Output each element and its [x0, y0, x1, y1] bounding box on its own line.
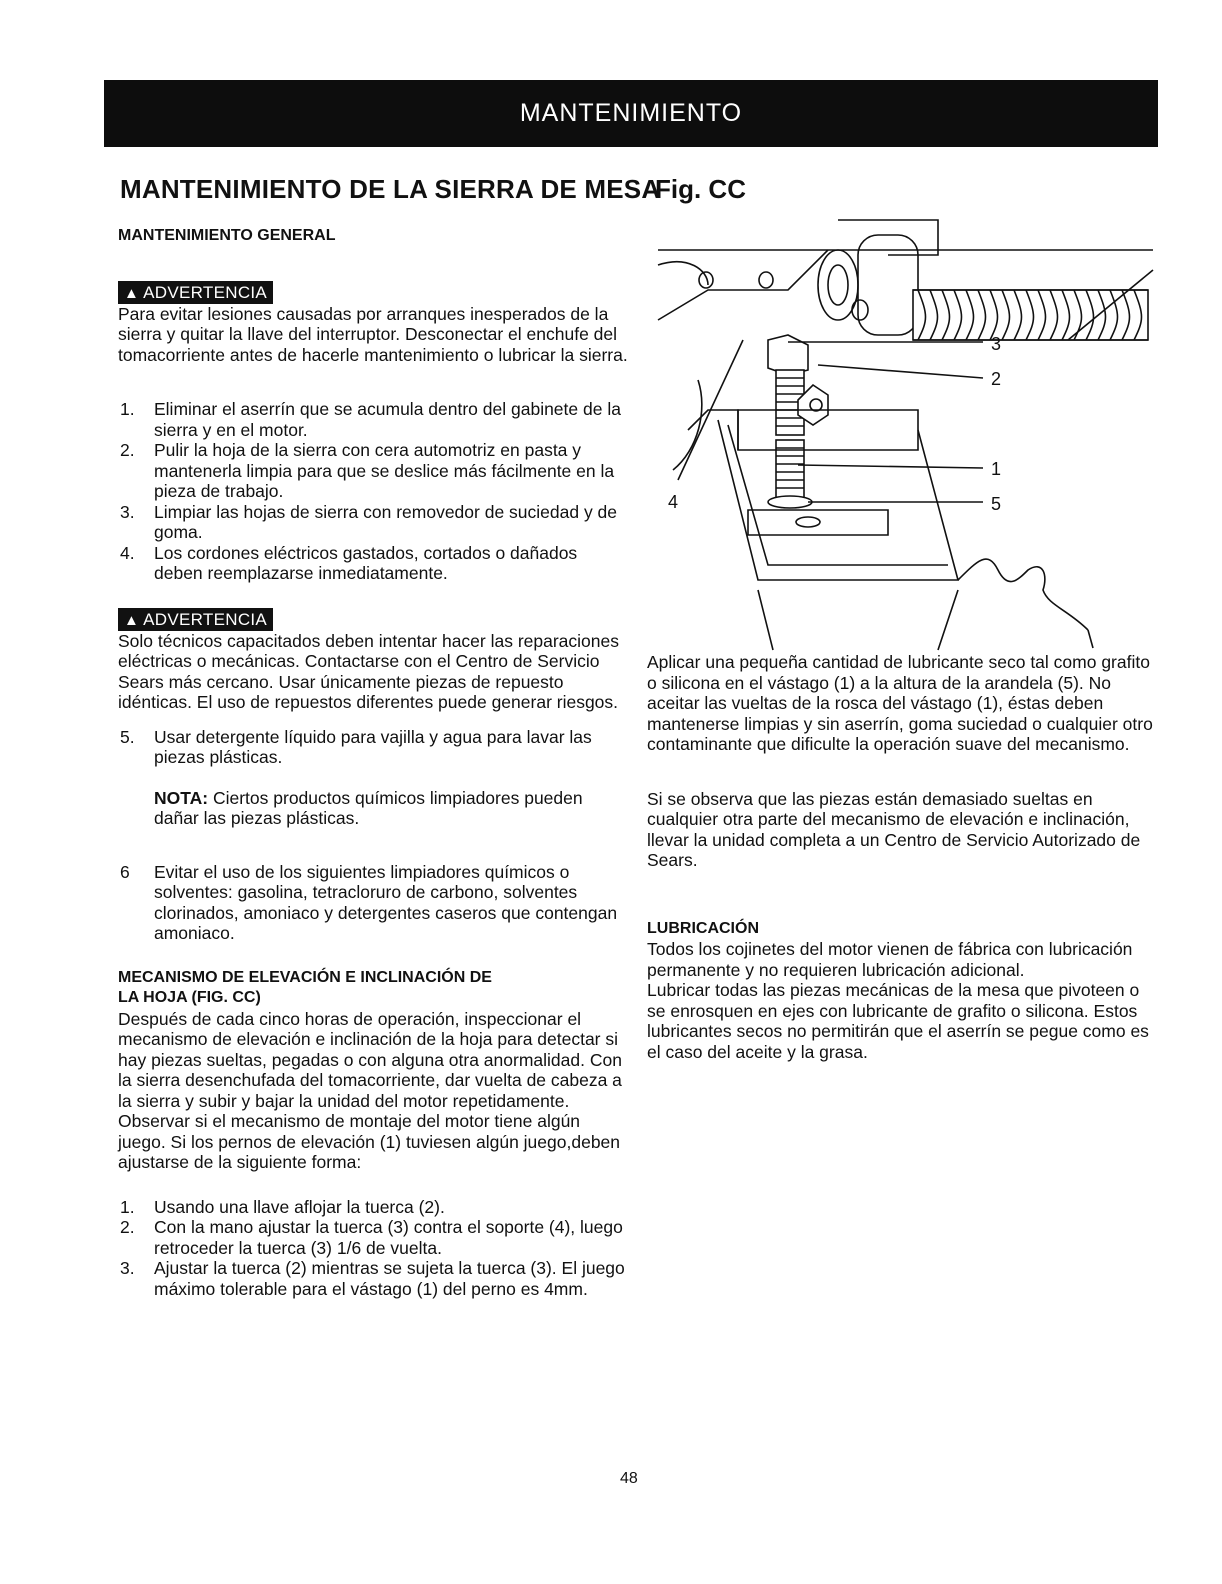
callout-2: 2	[991, 369, 1002, 389]
list-item: 3. Limpiar las hojas de sierra con removedor de suciedad y de goma.	[120, 501, 618, 542]
note: NOTA: Ciertos productos químicos limpiadores pueden dañar las piezas plásticas.	[154, 787, 583, 828]
callout-1: 1	[991, 459, 1002, 479]
list-item: 1. Eliminar el aserrín que se acumula dentro del gabinete de la sierra y en el motor.	[120, 399, 621, 440]
general-heading: MANTENIMIENTO GENERAL	[118, 227, 336, 244]
mechanism-heading: MECANISMO DE ELEVACIÓN E INCLINACIÓN DE LA HOJA (FIG. CC)	[118, 968, 492, 1006]
list-item: 6 Evitar el uso de los siguientes limpiadores químicos o solventes: gasolina, tetracloruro de carbono, solventes clorinados, amoniaco y detergentes caseros que contengan amoniaco.	[120, 861, 618, 943]
cleaning-list	[118, 399, 628, 584]
callout-3: 3	[991, 334, 1002, 354]
section-banner: MANTENIMIENTO	[104, 80, 1158, 147]
page-title: MANTENIMIENTO DE LA SIERRA DE MESA	[120, 174, 661, 204]
leader-2	[818, 365, 983, 378]
set-screw	[852, 300, 868, 320]
worm-gear	[913, 290, 1148, 340]
fig-cc-illustration	[648, 210, 1156, 660]
hole	[759, 272, 773, 288]
lubrication-text: Lubricar todas las piezas mecánicas de la mesa que pivoteen o se enrosquen en ejes con lubricante de grafito o silicona. Estos lubricantes secos no permitirán que el aserrín se pegue como es el caso del aceite y la grasa.	[647, 980, 1149, 1062]
list-item: 1. Usando una llave aflojar la tuerca (2).	[120, 1196, 445, 1217]
table-edge	[658, 262, 708, 285]
warning-text: Solo técnicos capacitados deben intentar hacer las reparaciones eléctricas o mecánicas. Contactarse con el Centro de Servicio Sears más cercano. Usar únicamente piezas de repuesto idénticas. El uso de repuestos diferentes puede generar riesgos.	[118, 630, 620, 712]
list-item: 3. Ajustar la tuerca (2) mientras se sujeta la tuerca (3). El juego máximo tolerable para el vástago (1) del perno es 4mm.	[120, 1258, 625, 1299]
mechanism-text: Después de cada cinco horas de operación, inspeccionar el mecanismo de elevación e inclinación de la hoja para detectar si hay piezas sueltas, pegadas o con alguna otra anormalidad. Con la sierra desenchufada del tomacorriente, dar vuelta de cabeza a la sierra y subir y bajar la unidad del motor repetidamente. Observar si el mecanismo de montaje del motor tiene algún juego. Si los pernos de elevación (1) tuviesen algún juego,deben ajustarse de la siguiente forma:	[118, 1008, 622, 1172]
list-item: 5. Usar detergente líquido para vajilla y agua para lavar las piezas plásticas.	[120, 726, 592, 767]
lubrication-heading: LUBRICACIÓN	[647, 919, 759, 937]
note-label: NOTA:	[154, 787, 209, 808]
callout-4: 4	[668, 492, 679, 512]
warning-label: ADVERTENCIA	[143, 282, 268, 302]
warning-label: ADVERTENCIA	[143, 609, 268, 629]
adjustment-steps	[118, 1197, 628, 1300]
loose-parts-text: Si se observa que las piezas están demasiado sueltas en cualquier otra parte del mecanismo de elevación e inclinación, llevar la unidad completa a un Centro de Servicio Autorizado de Sears.	[647, 788, 1141, 870]
callout-5: 5	[991, 494, 1002, 514]
elevation-bolt	[768, 335, 812, 508]
figure-label: Fig. CC	[655, 174, 746, 204]
warning-triangle-icon: ▲	[124, 284, 140, 302]
motor-mount	[718, 420, 958, 580]
saw-blade	[1088, 630, 1093, 648]
washer	[796, 517, 820, 527]
list-item: 2. Con la mano ajustar la tuerca (3) contra el soporte (4), luego retroceder la tuerca (3) 1/6 de vuelta.	[120, 1217, 623, 1258]
plastics-list	[118, 727, 628, 768]
list-item: 2. Pulir la hoja de la sierra con cera automotriz en pasta y mantenerla limpia para que se deslice más fácilmente en la pieza de trabajo.	[120, 440, 615, 501]
warning-text: Para evitar lesiones causadas por arranques inesperados de la sierra y quitar la llave del interruptor. Desconectar el enchufe del tomacorriente antes de hacerle mantenimiento o lubricar la sierra.	[118, 303, 628, 365]
right-column	[647, 652, 1157, 1062]
motor-mount	[728, 425, 948, 565]
solvents-list	[118, 862, 628, 944]
warning-triangle-icon: ▲	[124, 611, 140, 629]
apply-lubricant-text: Aplicar una pequeña cantidad de lubricante seco tal como grafito o silicona en el vástago (1) a la altura de la arandela (5). No aceitar las vueltas de la rosca del vástago (1), éstas deben mantenerse limpias y sin aserrín, goma suciedad o cualquier otro contaminante que dificulte la operación suave del mecanismo.	[647, 652, 1153, 754]
saw-blade	[958, 559, 1088, 630]
page-number: 48	[620, 1470, 638, 1487]
lubrication-text: Todos los cojinetes del motor vienen de fábrica con lubricación permanente y no requieren lubricación adicional.	[647, 939, 1133, 980]
left-column	[118, 226, 628, 1299]
table-edge	[658, 250, 828, 320]
collar	[828, 265, 848, 305]
warning-badge	[118, 281, 273, 304]
warning-badge	[118, 608, 273, 631]
washer-plate	[748, 510, 888, 535]
leader-1	[798, 465, 983, 468]
support-plate	[738, 410, 918, 450]
bracket-plate	[673, 380, 702, 470]
list-item: 4. Los cordones eléctricos gastados, cortados o dañados deben reemplazarse inmediatamente.	[120, 542, 578, 583]
hole	[699, 272, 713, 288]
leader-line	[758, 590, 958, 650]
